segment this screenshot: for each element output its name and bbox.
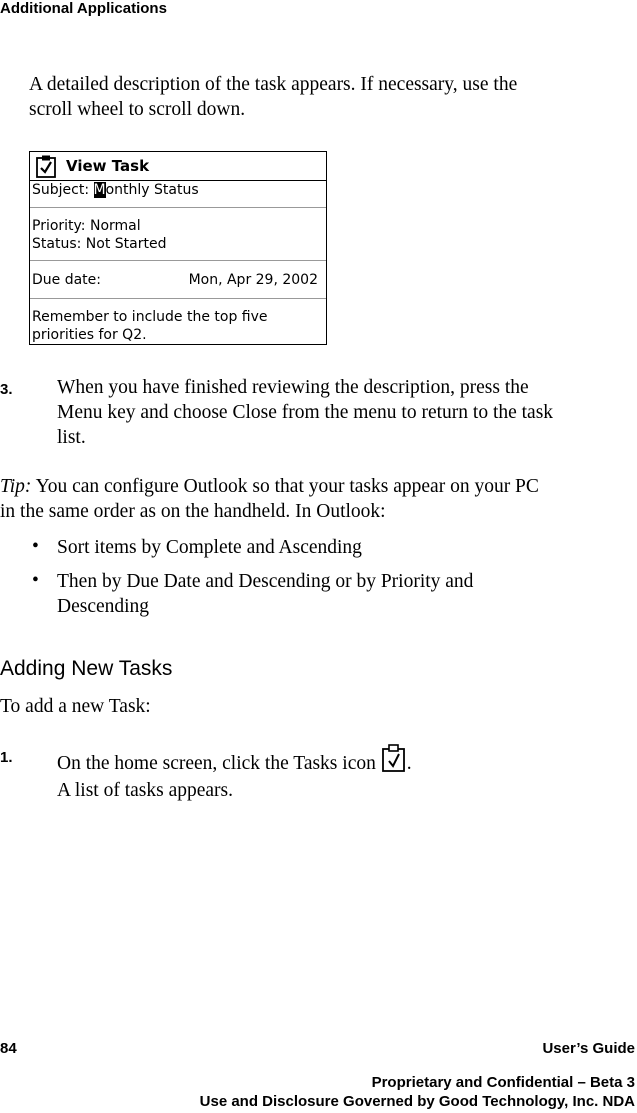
subject-value: onthly Status	[105, 182, 199, 198]
note-line-1: Remember to include the top five	[32, 309, 268, 325]
due-date-label: Due date:	[32, 272, 102, 288]
screen-title: View Task	[66, 157, 150, 175]
step-1-period: .	[406, 753, 412, 774]
note-line-2: priorities for Q2.	[32, 327, 147, 343]
tasks-icon	[381, 743, 407, 773]
tasks-clipboard-icon	[34, 154, 58, 178]
bullet-item-2-line-1: Then by Due Date and Descending or by Priority and	[57, 571, 474, 592]
page-header-title: Additional Applications	[0, 0, 167, 17]
view-task-screenshot	[29, 151, 327, 345]
bullet-marker: •	[32, 536, 39, 557]
footer-confidential-2: Use and Disclosure Governed by Good Technology, Inc. NDA	[199, 1093, 635, 1110]
tip-line-1	[0, 474, 539, 499]
separator	[30, 207, 326, 208]
step-1-text	[57, 743, 412, 776]
step-3-text	[57, 375, 553, 450]
intro-paragraph	[29, 72, 517, 122]
bullet-item-1: Sort items by Complete and Ascending	[57, 537, 362, 558]
subject-label: Subject:	[32, 182, 94, 198]
screen-titlebar	[30, 152, 326, 181]
separator	[30, 298, 326, 299]
intro-line-2: scroll wheel to scroll down.	[29, 99, 246, 120]
step-3-line-1: When you have finished reviewing the description, press the	[57, 377, 529, 398]
step-3-line-3: list.	[57, 427, 86, 448]
section-intro: To add a new Task:	[0, 696, 151, 717]
footer-page-number: 84	[0, 1040, 17, 1057]
step-1-result: A list of tasks appears.	[57, 780, 234, 801]
intro-line-1: A detailed description of the task appears. If necessary, use the	[29, 74, 518, 95]
step-3-number: 3.	[0, 381, 13, 398]
priority-row: Priority: Normal	[32, 218, 141, 234]
tip-line-2: in the same order as on the handheld. In Outlook:	[0, 501, 386, 522]
text-cursor: M	[93, 182, 106, 198]
step-1-instruction: On the home screen, click the Tasks icon	[57, 753, 381, 774]
bullet-item-2	[57, 569, 473, 619]
tip-text-1: You can configure Outlook so that your tasks appear on your PC	[31, 476, 539, 497]
subject-row	[32, 181, 199, 199]
tip-paragraph	[0, 474, 539, 524]
bullet-marker: •	[32, 570, 39, 591]
section-heading: Adding New Tasks	[0, 657, 173, 680]
footer-confidential-1: Proprietary and Confidential – Beta 3	[371, 1074, 635, 1091]
status-row: Status: Not Started	[32, 236, 167, 252]
separator	[30, 260, 326, 261]
step-1-number: 1.	[0, 749, 13, 766]
step-3-line-2: Menu key and choose Close from the menu to return to the task	[57, 402, 554, 423]
tip-label: Tip:	[0, 476, 32, 497]
due-date-value: Mon, Apr 29, 2002	[188, 272, 318, 288]
bullet-item-2-line-2: Descending	[57, 596, 150, 617]
footer-guide-title: User’s Guide	[542, 1040, 635, 1057]
